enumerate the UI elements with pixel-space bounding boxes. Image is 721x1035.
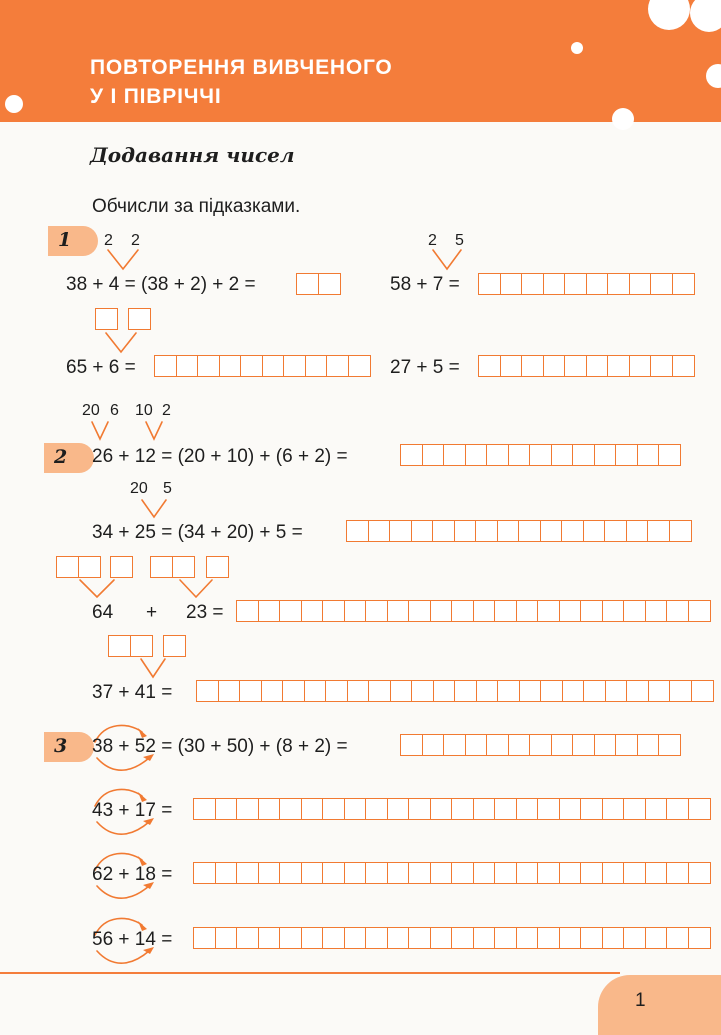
answer-cell[interactable] bbox=[562, 680, 585, 702]
answer-cell[interactable] bbox=[688, 927, 711, 949]
hint-number: 2 bbox=[162, 402, 171, 419]
section-title: Додавання чисел bbox=[90, 143, 295, 167]
answer-boxes[interactable] bbox=[296, 273, 341, 295]
answer-cell[interactable] bbox=[387, 798, 410, 820]
answer-cell[interactable] bbox=[615, 734, 638, 756]
answer-cell[interactable] bbox=[387, 600, 410, 622]
answer-cell[interactable] bbox=[408, 862, 431, 884]
answer-cell[interactable] bbox=[497, 520, 520, 542]
exercise-1-badge bbox=[48, 226, 98, 256]
answer-cell[interactable] bbox=[551, 734, 574, 756]
answer-cell[interactable] bbox=[537, 798, 560, 820]
hint-cell[interactable] bbox=[130, 635, 153, 657]
answer-cell[interactable] bbox=[236, 798, 259, 820]
answer-cell[interactable] bbox=[408, 798, 431, 820]
answer-boxes[interactable] bbox=[478, 273, 695, 295]
answer-cell[interactable] bbox=[637, 444, 660, 466]
answer-cell[interactable] bbox=[304, 680, 327, 702]
answer-cell[interactable] bbox=[236, 862, 259, 884]
answer-cell[interactable] bbox=[301, 927, 324, 949]
answer-cell[interactable] bbox=[258, 927, 281, 949]
answer-cell[interactable] bbox=[623, 600, 646, 622]
answer-cell[interactable] bbox=[258, 798, 281, 820]
answer-cell[interactable] bbox=[551, 444, 574, 466]
answer-cell[interactable] bbox=[197, 355, 220, 377]
equation-plus: + bbox=[146, 602, 158, 623]
answer-cell[interactable] bbox=[650, 273, 673, 295]
answer-cell[interactable] bbox=[605, 680, 628, 702]
answer-cell[interactable] bbox=[282, 680, 305, 702]
answer-cell[interactable] bbox=[322, 927, 345, 949]
equation: 43 + 17 = bbox=[92, 800, 173, 821]
answer-cell[interactable] bbox=[559, 600, 582, 622]
answer-cell[interactable] bbox=[193, 798, 216, 820]
answer-cell[interactable] bbox=[494, 927, 517, 949]
answer-cell[interactable] bbox=[602, 862, 625, 884]
answer-cell[interactable] bbox=[465, 734, 488, 756]
answer-cell[interactable] bbox=[451, 927, 474, 949]
answer-cell[interactable] bbox=[626, 520, 649, 542]
answer-cell[interactable] bbox=[443, 734, 466, 756]
answer-boxes[interactable] bbox=[346, 520, 692, 542]
answer-cell[interactable] bbox=[196, 680, 219, 702]
equation: 56 + 14 = bbox=[92, 929, 173, 950]
hint-cell[interactable] bbox=[128, 308, 151, 330]
answer-cell[interactable] bbox=[637, 734, 660, 756]
answer-cell[interactable] bbox=[688, 862, 711, 884]
hint-number: 10 bbox=[135, 402, 153, 419]
answer-cell[interactable] bbox=[645, 798, 668, 820]
answer-cell[interactable] bbox=[451, 798, 474, 820]
answer-cell[interactable] bbox=[465, 444, 488, 466]
answer-cell[interactable] bbox=[607, 273, 630, 295]
answer-cell[interactable] bbox=[389, 520, 412, 542]
page-title-line2: У І ПІВРІЧЧІ bbox=[90, 85, 222, 108]
hint-number: 2 bbox=[131, 232, 140, 249]
answer-cell[interactable] bbox=[604, 520, 627, 542]
answer-cell[interactable] bbox=[494, 600, 517, 622]
answer-cell[interactable] bbox=[322, 862, 345, 884]
answer-cell[interactable] bbox=[500, 355, 523, 377]
answer-cell[interactable] bbox=[572, 734, 595, 756]
answer-cell[interactable] bbox=[537, 927, 560, 949]
answer-cell[interactable] bbox=[540, 520, 563, 542]
answer-cell[interactable] bbox=[283, 355, 306, 377]
answer-cell[interactable] bbox=[478, 273, 501, 295]
answer-boxes[interactable] bbox=[154, 355, 371, 377]
answer-cell[interactable] bbox=[518, 520, 541, 542]
answer-cell[interactable] bbox=[645, 862, 668, 884]
equation: 38 + 4 = (38 + 2) + 2 = bbox=[66, 274, 256, 295]
hint-cell[interactable] bbox=[110, 556, 133, 578]
answer-cell[interactable] bbox=[408, 927, 431, 949]
answer-cell[interactable] bbox=[583, 520, 606, 542]
answer-cell[interactable] bbox=[215, 798, 238, 820]
hint-number: 5 bbox=[455, 232, 464, 249]
answer-cell[interactable] bbox=[623, 927, 646, 949]
answer-boxes[interactable] bbox=[400, 444, 681, 466]
equation: 65 + 6 = bbox=[66, 357, 136, 378]
answer-cell[interactable] bbox=[508, 734, 531, 756]
answer-cell[interactable] bbox=[559, 927, 582, 949]
answer-cell[interactable] bbox=[516, 862, 539, 884]
answer-cell[interactable] bbox=[478, 355, 501, 377]
answer-cell[interactable] bbox=[500, 273, 523, 295]
answer-cell[interactable] bbox=[658, 734, 681, 756]
answer-cell[interactable] bbox=[521, 273, 544, 295]
answer-cell[interactable] bbox=[602, 600, 625, 622]
answer-cell[interactable] bbox=[559, 862, 582, 884]
answer-cell[interactable] bbox=[236, 927, 259, 949]
answer-cell[interactable] bbox=[572, 444, 595, 466]
hint-cell[interactable] bbox=[108, 635, 131, 657]
answer-cell[interactable] bbox=[543, 355, 566, 377]
answer-cell[interactable] bbox=[580, 798, 603, 820]
answer-cell[interactable] bbox=[301, 798, 324, 820]
answer-cell[interactable] bbox=[486, 444, 509, 466]
answer-cell[interactable] bbox=[347, 680, 370, 702]
answer-cell[interactable] bbox=[486, 734, 509, 756]
answer-cell[interactable] bbox=[219, 355, 242, 377]
answer-cell[interactable] bbox=[594, 444, 617, 466]
answer-cell[interactable] bbox=[322, 600, 345, 622]
answer-cell[interactable] bbox=[580, 600, 603, 622]
hint-cell[interactable] bbox=[206, 556, 229, 578]
exercise-number: 2 bbox=[54, 446, 68, 468]
answer-cell[interactable] bbox=[672, 273, 695, 295]
answer-boxes[interactable] bbox=[193, 927, 711, 949]
answer-cell[interactable] bbox=[516, 600, 539, 622]
hint-number: 20 bbox=[130, 480, 148, 497]
answer-cell[interactable] bbox=[516, 798, 539, 820]
answer-cell[interactable] bbox=[537, 600, 560, 622]
answer-cell[interactable] bbox=[602, 798, 625, 820]
answer-cell[interactable] bbox=[326, 355, 349, 377]
answer-cell[interactable] bbox=[262, 355, 285, 377]
answer-cell[interactable] bbox=[497, 680, 520, 702]
answer-cell[interactable] bbox=[258, 862, 281, 884]
hint-number: 6 bbox=[110, 402, 119, 419]
answer-cell[interactable] bbox=[666, 798, 689, 820]
answer-cell[interactable] bbox=[629, 355, 652, 377]
hint-boxes[interactable] bbox=[150, 556, 195, 578]
answer-cell[interactable] bbox=[239, 680, 262, 702]
equation: 62 + 18 = bbox=[92, 864, 173, 885]
hint-cell[interactable] bbox=[78, 556, 101, 578]
answer-cell[interactable] bbox=[365, 927, 388, 949]
answer-cell[interactable] bbox=[623, 798, 646, 820]
exercise-number: 3 bbox=[54, 735, 68, 757]
answer-cell[interactable] bbox=[365, 862, 388, 884]
answer-cell[interactable] bbox=[476, 680, 499, 702]
answer-cell[interactable] bbox=[666, 927, 689, 949]
answer-boxes[interactable] bbox=[193, 798, 711, 820]
answer-cell[interactable] bbox=[368, 680, 391, 702]
answer-cell[interactable] bbox=[325, 680, 348, 702]
answer-cell[interactable] bbox=[537, 862, 560, 884]
answer-cell[interactable] bbox=[193, 862, 216, 884]
hint-number: 20 bbox=[82, 402, 100, 419]
answer-cell[interactable] bbox=[607, 355, 630, 377]
answer-cell[interactable] bbox=[647, 520, 670, 542]
answer-cell[interactable] bbox=[305, 355, 328, 377]
answer-cell[interactable] bbox=[691, 680, 714, 702]
page-number: 1 bbox=[635, 990, 646, 1011]
equation: 58 + 7 = bbox=[390, 274, 460, 295]
answer-cell[interactable] bbox=[672, 355, 695, 377]
answer-cell[interactable] bbox=[279, 600, 302, 622]
answer-cell[interactable] bbox=[494, 798, 517, 820]
hint-cell[interactable] bbox=[95, 308, 118, 330]
page-title-line1: ПОВТОРЕННЯ ВИВЧЕНОГО bbox=[90, 56, 393, 79]
answer-cell[interactable] bbox=[215, 862, 238, 884]
answer-cell[interactable] bbox=[279, 798, 302, 820]
answer-cell[interactable] bbox=[543, 273, 566, 295]
answer-cell[interactable] bbox=[473, 600, 496, 622]
answer-cell[interactable] bbox=[368, 520, 391, 542]
answer-cell[interactable] bbox=[261, 680, 284, 702]
answer-cell[interactable] bbox=[301, 862, 324, 884]
answer-cell[interactable] bbox=[658, 444, 681, 466]
answer-cell[interactable] bbox=[322, 798, 345, 820]
hint-boxes[interactable] bbox=[56, 556, 101, 578]
hint-cell[interactable] bbox=[172, 556, 195, 578]
equation: 27 + 5 = bbox=[390, 357, 460, 378]
answer-boxes[interactable] bbox=[236, 600, 711, 622]
answer-cell[interactable] bbox=[318, 273, 341, 295]
answer-cell[interactable] bbox=[430, 600, 453, 622]
footer-divider bbox=[0, 972, 620, 974]
answer-cell[interactable] bbox=[279, 862, 302, 884]
answer-cell[interactable] bbox=[602, 927, 625, 949]
exercise-2-badge bbox=[44, 443, 94, 473]
answer-cell[interactable] bbox=[400, 444, 423, 466]
answer-cell[interactable] bbox=[422, 444, 445, 466]
answer-cell[interactable] bbox=[215, 927, 238, 949]
answer-cell[interactable] bbox=[301, 600, 324, 622]
answer-boxes[interactable] bbox=[478, 355, 695, 377]
answer-cell[interactable] bbox=[236, 600, 259, 622]
answer-cell[interactable] bbox=[430, 927, 453, 949]
hint-cell[interactable] bbox=[163, 635, 186, 657]
hint-boxes[interactable] bbox=[110, 556, 133, 578]
answer-cell[interactable] bbox=[176, 355, 199, 377]
answer-cell[interactable] bbox=[586, 273, 609, 295]
answer-cell[interactable] bbox=[648, 680, 671, 702]
answer-cell[interactable] bbox=[508, 444, 531, 466]
answer-cell[interactable] bbox=[411, 520, 434, 542]
answer-cell[interactable] bbox=[564, 273, 587, 295]
answer-cell[interactable] bbox=[473, 927, 496, 949]
equation: 37 + 41 = bbox=[92, 682, 173, 703]
answer-cell[interactable] bbox=[430, 798, 453, 820]
hint-number: 2 bbox=[428, 232, 437, 249]
answer-cell[interactable] bbox=[540, 680, 563, 702]
equation: 38 + 52 = (30 + 50) + (8 + 2) = bbox=[92, 736, 348, 757]
hint-cell[interactable] bbox=[150, 556, 173, 578]
answer-cell[interactable] bbox=[688, 600, 711, 622]
answer-cell[interactable] bbox=[387, 927, 410, 949]
answer-cell[interactable] bbox=[580, 862, 603, 884]
hint-boxes[interactable] bbox=[206, 556, 229, 578]
hint-boxes[interactable] bbox=[108, 635, 153, 657]
answer-cell[interactable] bbox=[580, 927, 603, 949]
answer-cell[interactable] bbox=[521, 355, 544, 377]
answer-cell[interactable] bbox=[666, 600, 689, 622]
equation: 34 + 25 = (34 + 20) + 5 = bbox=[92, 522, 303, 543]
answer-cell[interactable] bbox=[666, 862, 689, 884]
answer-cell[interactable] bbox=[411, 680, 434, 702]
answer-cell[interactable] bbox=[296, 273, 319, 295]
answer-cell[interactable] bbox=[365, 798, 388, 820]
answer-cell[interactable] bbox=[443, 444, 466, 466]
hint-boxes[interactable] bbox=[95, 308, 118, 330]
answer-cell[interactable] bbox=[400, 734, 423, 756]
answer-cell[interactable] bbox=[432, 520, 455, 542]
answer-cell[interactable] bbox=[344, 862, 367, 884]
hint-number: 5 bbox=[163, 480, 172, 497]
answer-cell[interactable] bbox=[626, 680, 649, 702]
answer-boxes[interactable] bbox=[193, 862, 711, 884]
answer-cell[interactable] bbox=[669, 520, 692, 542]
answer-cell[interactable] bbox=[193, 927, 216, 949]
answer-cell[interactable] bbox=[279, 927, 302, 949]
answer-cell[interactable] bbox=[669, 680, 692, 702]
answer-cell[interactable] bbox=[344, 798, 367, 820]
answer-boxes[interactable] bbox=[196, 680, 714, 702]
answer-cell[interactable] bbox=[516, 927, 539, 949]
answer-cell[interactable] bbox=[564, 355, 587, 377]
answer-cell[interactable] bbox=[583, 680, 606, 702]
answer-cell[interactable] bbox=[494, 862, 517, 884]
answer-cell[interactable] bbox=[154, 355, 177, 377]
answer-cell[interactable] bbox=[561, 520, 584, 542]
answer-cell[interactable] bbox=[258, 600, 281, 622]
answer-cell[interactable] bbox=[645, 927, 668, 949]
answer-cell[interactable] bbox=[433, 680, 456, 702]
exercise-3-badge bbox=[44, 732, 94, 762]
answer-cell[interactable] bbox=[529, 734, 552, 756]
answer-cell[interactable] bbox=[408, 600, 431, 622]
equation: 26 + 12 = (20 + 10) + (6 + 2) = bbox=[92, 446, 348, 467]
answer-cell[interactable] bbox=[645, 600, 668, 622]
answer-cell[interactable] bbox=[218, 680, 241, 702]
hint-cell[interactable] bbox=[56, 556, 79, 578]
answer-cell[interactable] bbox=[586, 355, 609, 377]
answer-cell[interactable] bbox=[430, 862, 453, 884]
answer-boxes[interactable] bbox=[400, 734, 681, 756]
answer-cell[interactable] bbox=[348, 355, 371, 377]
answer-cell[interactable] bbox=[519, 680, 542, 702]
answer-cell[interactable] bbox=[473, 862, 496, 884]
equation-left: 64 bbox=[92, 602, 114, 623]
answer-cell[interactable] bbox=[451, 600, 474, 622]
hint-number: 2 bbox=[104, 232, 113, 249]
answer-cell[interactable] bbox=[629, 273, 652, 295]
answer-cell[interactable] bbox=[594, 734, 617, 756]
answer-cell[interactable] bbox=[473, 798, 496, 820]
answer-cell[interactable] bbox=[650, 355, 673, 377]
answer-cell[interactable] bbox=[344, 927, 367, 949]
answer-cell[interactable] bbox=[387, 862, 410, 884]
answer-cell[interactable] bbox=[451, 862, 474, 884]
exercise-number: 1 bbox=[58, 229, 72, 251]
answer-cell[interactable] bbox=[475, 520, 498, 542]
hint-boxes[interactable] bbox=[128, 308, 151, 330]
hint-boxes[interactable] bbox=[163, 635, 186, 657]
answer-cell[interactable] bbox=[688, 798, 711, 820]
answer-cell[interactable] bbox=[615, 444, 638, 466]
answer-cell[interactable] bbox=[454, 680, 477, 702]
answer-cell[interactable] bbox=[623, 862, 646, 884]
answer-cell[interactable] bbox=[344, 600, 367, 622]
answer-cell[interactable] bbox=[454, 520, 477, 542]
answer-cell[interactable] bbox=[390, 680, 413, 702]
answer-cell[interactable] bbox=[240, 355, 263, 377]
answer-cell[interactable] bbox=[365, 600, 388, 622]
answer-cell[interactable] bbox=[422, 734, 445, 756]
instruction-text: Обчисли за підказками. bbox=[92, 196, 301, 217]
equation-right: 23 = bbox=[186, 602, 224, 623]
answer-cell[interactable] bbox=[529, 444, 552, 466]
answer-cell[interactable] bbox=[346, 520, 369, 542]
answer-cell[interactable] bbox=[559, 798, 582, 820]
page-number-tab bbox=[598, 975, 721, 1035]
